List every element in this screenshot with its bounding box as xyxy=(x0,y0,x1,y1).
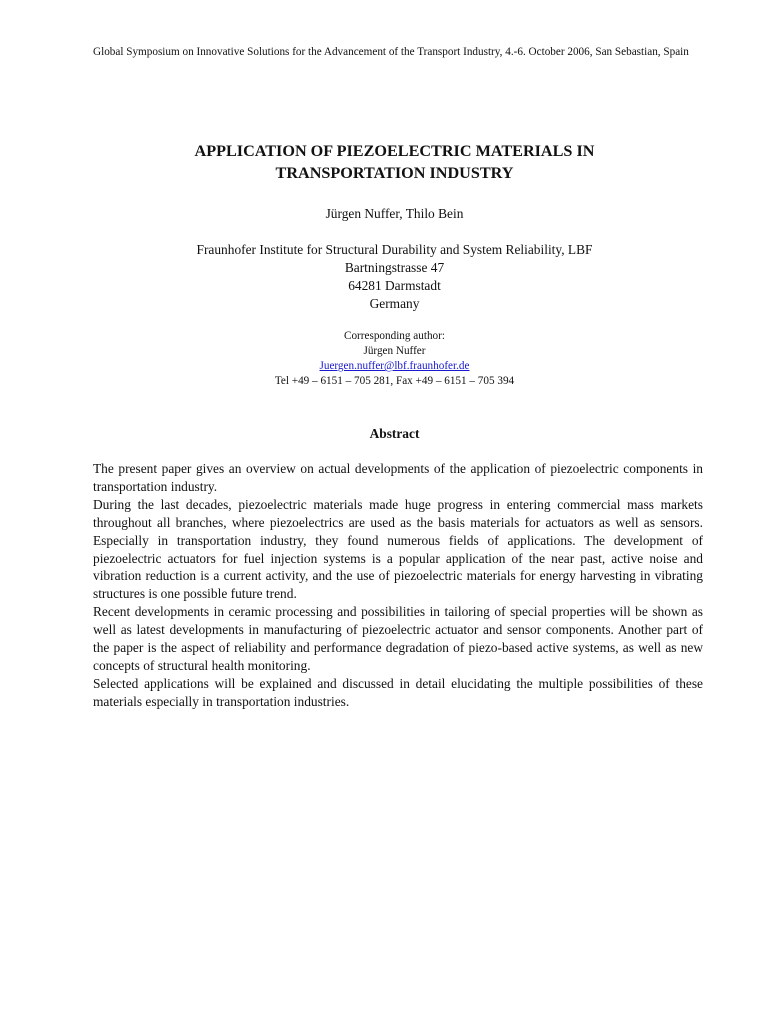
author-list: Jürgen Nuffer, Thilo Bein xyxy=(325,206,464,221)
abstract-paragraph: Selected applications will be explained and discussed in detail elucidating the multiple possibilities of these materials especially in transportation industries. xyxy=(93,675,703,709)
corresponding-author-block xyxy=(93,329,696,389)
abstract-paragraph: During the last decades, piezoelectric materials made huge progress in entering commercial mass markets throughout all branches, where piezoelectrics are used as the basis materials for actuators as well as sensors. Especially in transportation industry, they found numerous fields of applications. The development of piezoelectric actuators for fuel injection systems is a popular application of the near past, active noise and vibration reduction is a current activity, and the use of piezoelectric materials for energy harvesting in vibrating structures is one possible future trend. xyxy=(93,496,703,602)
title-line-1: APPLICATION OF PIEZOELECTRIC MATERIALS IN xyxy=(194,142,595,160)
title-line-2: TRANSPORTATION INDUSTRY xyxy=(275,164,514,182)
abstract-paragraph: Recent developments in ceramic processing and possibilities in tailoring of special properties will be shown as well as latest developments in manufacturing of piezoelectric actuator and sensor components. Another part of the paper is the aspect of reliability and performance degradation of piezo-based active systems, as well as new concepts of structural health monitoring. xyxy=(93,604,703,673)
abstract-paragraph: The present paper gives an overview on actual developments of the application of piezoelectric components in transportation industry. xyxy=(93,461,703,494)
corresponding-label: Corresponding author: xyxy=(344,330,445,342)
abstract-body xyxy=(93,460,703,711)
corresponding-name: Jürgen Nuffer xyxy=(363,345,426,357)
affiliation-institute: Fraunhofer Institute for Structural Durability and System Reliability, LBF xyxy=(196,242,593,257)
affiliation-city: 64281 Darmstadt xyxy=(348,278,441,293)
corresponding-email-link[interactable]: Juergen.nuffer@lbf.fraunhofer.de xyxy=(319,360,470,372)
corresponding-phone: Tel +49 – 6151 – 705 281, Fax +49 – 6151 – 705 394 xyxy=(274,375,515,387)
abstract-heading: Abstract xyxy=(369,426,420,441)
paper-title xyxy=(93,140,696,184)
affiliation-street: Bartningstrasse 47 xyxy=(344,260,445,275)
affiliation-country: Germany xyxy=(369,296,420,311)
affiliation-block xyxy=(93,241,696,313)
conference-header-note: Global Symposium on Innovative Solutions for the Advancement of the Transport Industry, 4.-6. October 2006, San Sebastian, Spain xyxy=(93,46,689,58)
